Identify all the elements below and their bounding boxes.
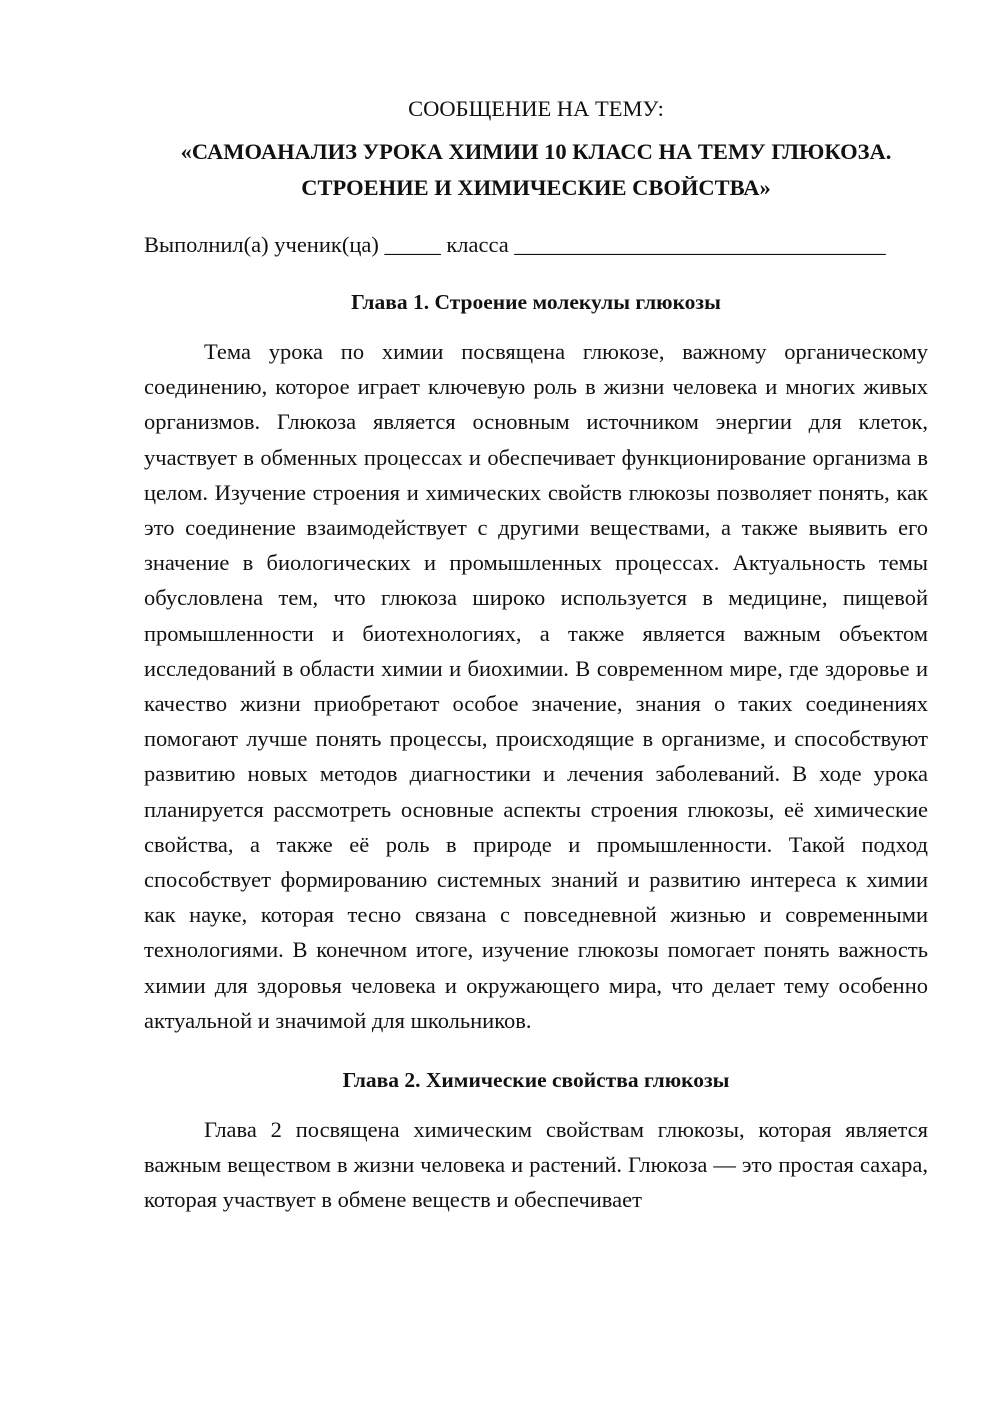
document-title-line-2: СТРОЕНИЕ И ХИМИЧЕСКИЕ СВОЙСТВА» bbox=[301, 175, 771, 200]
author-line: Выполнил(а) ученик(ца) _____ класса _________________________________ bbox=[144, 232, 886, 257]
document-label: СООБЩЕНИЕ НА ТЕМУ: bbox=[408, 96, 664, 121]
document-title-line-1: «САМОАНАЛИЗ УРОКА ХИМИИ 10 КЛАСС НА ТЕМУ ГЛЮКОЗА. bbox=[180, 139, 892, 164]
chapter-2-heading: Глава 2. Химические свойства глюкозы bbox=[342, 1068, 730, 1093]
document-title bbox=[144, 134, 928, 206]
chapter-1-paragraph: Тема урока по химии посвящена глюкозе, важному органическому соединению, которое играет ключевую роль в жизни человека и многих живых организмов. Глюкоза является основным источником энергии для клеток, участвует в обменных процессах и обеспечивает функционирование организма в целом. Изучение строения и химических свойств глюкозы позволяет понять, как это соединение взаимодействует с другими веществами, а также выявить его значение в биологических и промышленных процессах. Актуальность темы обусловлена тем, что глюкоза широко используется в медицине, пищевой промышленности и биотехнологиях, а также является важным объектом исследований в области химии и биохимии. В современном мире, где здоровье и качество жизни приобретают особое значение, знания о таких соединениях помогают лучше понять процессы, происходящие в организме, и способствуют развитию новых методов диагностики и лечения заболеваний. В ходе урока планируется рассмотреть основные аспекты строения глюкозы, её химические свойства, а также её роль в природе и промышленности. Такой подход способствует формированию системных знаний и развитию интереса к химии как науке, которая тесно связана с повседневной жизнью и современными технологиями. В конечном итоге, изучение глюкозы помогает понять важность химии для здоровья человека и окружающего мира, что делает тему особенно актуальной и значимой для школьников. bbox=[144, 339, 928, 1033]
page-content bbox=[144, 91, 928, 1218]
chapter-1-heading: Глава 1. Строение молекулы глюкозы bbox=[351, 290, 721, 314]
chapter-2-paragraph: Глава 2 посвящена химическим свойствам глюкозы, которая является важным веществом в жизни человека и растений. Глюкоза — это простая сахара, которая участвует в обмене веществ и обеспечивает bbox=[144, 1117, 928, 1213]
